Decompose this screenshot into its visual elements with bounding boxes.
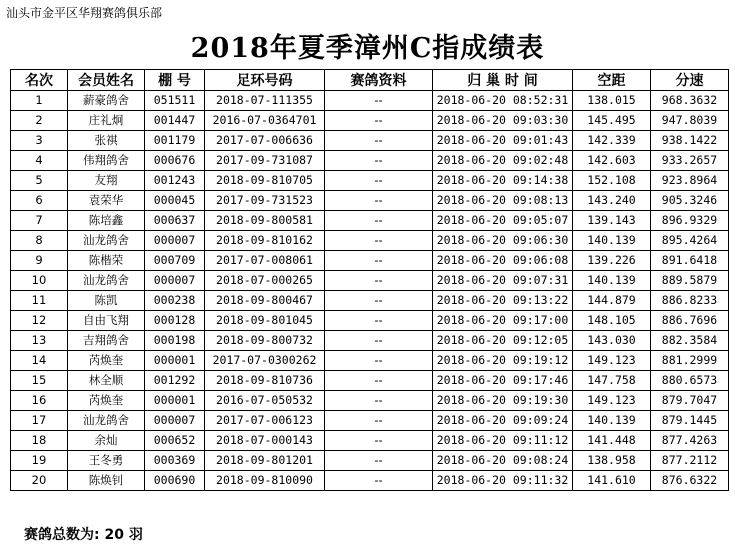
- loft-cell: 000128: [145, 311, 205, 331]
- table-row: [11, 131, 729, 151]
- ring-cell: 2018-07-000143: [205, 431, 325, 451]
- member-cell: 薪豪鸽舍: [68, 91, 145, 111]
- loft-cell: 051511: [145, 91, 205, 111]
- col-header-speed: 分速: [651, 70, 729, 91]
- ring-cell: 2018-09-810162: [205, 231, 325, 251]
- arrival-cell: 2018-06-20 09:08:13: [433, 191, 573, 211]
- arrival-cell: 2018-06-20 09:17:00: [433, 311, 573, 331]
- distance-cell: 142.339: [573, 131, 651, 151]
- member-cell: 张祺: [68, 131, 145, 151]
- arrival-cell: 2018-06-20 09:01:43: [433, 131, 573, 151]
- rank-cell: 19: [11, 451, 68, 471]
- speed-cell: 881.2999: [651, 351, 729, 371]
- arrival-cell: 2018-06-20 09:06:30: [433, 231, 573, 251]
- ring-cell: 2017-07-008061: [205, 251, 325, 271]
- arrival-cell: 2018-06-20 09:08:24: [433, 451, 573, 471]
- speed-cell: 891.6418: [651, 251, 729, 271]
- distance-cell: 152.108: [573, 171, 651, 191]
- member-cell: 吉翔鸽舍: [68, 331, 145, 351]
- info-cell: --: [325, 451, 433, 471]
- table-row: [11, 411, 729, 431]
- speed-cell: 905.3246: [651, 191, 729, 211]
- member-cell: 林全顺: [68, 371, 145, 391]
- loft-cell: 000238: [145, 291, 205, 311]
- table-row: [11, 431, 729, 451]
- info-cell: --: [325, 311, 433, 331]
- distance-cell: 145.495: [573, 111, 651, 131]
- speed-cell: 938.1422: [651, 131, 729, 151]
- table-row: [11, 331, 729, 351]
- member-cell: 陈焕钊: [68, 471, 145, 491]
- rank-cell: 5: [11, 171, 68, 191]
- info-cell: --: [325, 291, 433, 311]
- info-cell: --: [325, 431, 433, 451]
- table-row: [11, 291, 729, 311]
- arrival-cell: 2018-06-20 09:05:07: [433, 211, 573, 231]
- distance-cell: 149.123: [573, 391, 651, 411]
- distance-cell: 139.143: [573, 211, 651, 231]
- rank-cell: 8: [11, 231, 68, 251]
- loft-cell: 000709: [145, 251, 205, 271]
- loft-cell: 001292: [145, 371, 205, 391]
- speed-cell: 968.3632: [651, 91, 729, 111]
- table-row: [11, 471, 729, 491]
- ring-cell: 2017-07-006123: [205, 411, 325, 431]
- member-cell: 余灿: [68, 431, 145, 451]
- ring-cell: 2016-07-050532: [205, 391, 325, 411]
- table-header: [11, 70, 729, 91]
- member-cell: 自由飞翔: [68, 311, 145, 331]
- loft-cell: 001243: [145, 171, 205, 191]
- col-header-loft: 棚 号: [145, 70, 205, 91]
- distance-cell: 147.758: [573, 371, 651, 391]
- arrival-cell: 2018-06-20 09:07:31: [433, 271, 573, 291]
- table-row: [11, 311, 729, 331]
- loft-cell: 000690: [145, 471, 205, 491]
- info-cell: --: [325, 91, 433, 111]
- rank-cell: 14: [11, 351, 68, 371]
- loft-cell: 000652: [145, 431, 205, 451]
- distance-cell: 149.123: [573, 351, 651, 371]
- info-cell: --: [325, 151, 433, 171]
- rank-cell: 20: [11, 471, 68, 491]
- speed-cell: 882.3584: [651, 331, 729, 351]
- table-row: [11, 371, 729, 391]
- loft-cell: 000001: [145, 391, 205, 411]
- rank-cell: 13: [11, 331, 68, 351]
- member-cell: 汕龙鸽舍: [68, 271, 145, 291]
- speed-cell: 876.6322: [651, 471, 729, 491]
- col-header-ring: 足环号码: [205, 70, 325, 91]
- arrival-cell: 2018-06-20 08:52:31: [433, 91, 573, 111]
- loft-cell: 000198: [145, 331, 205, 351]
- page-title: 2018年夏季漳州C指成绩表: [190, 33, 545, 64]
- distance-cell: 139.226: [573, 251, 651, 271]
- distance-cell: 140.139: [573, 231, 651, 251]
- table-row: [11, 251, 729, 271]
- table-row: [11, 191, 729, 211]
- club-name: 汕头市金平区华翔赛鸽俱乐部: [6, 6, 163, 20]
- ring-cell: 2018-09-800732: [205, 331, 325, 351]
- rank-cell: 7: [11, 211, 68, 231]
- col-header-rank: 名次: [11, 70, 68, 91]
- ring-cell: 2017-09-731523: [205, 191, 325, 211]
- loft-cell: 000637: [145, 211, 205, 231]
- loft-cell: 000007: [145, 271, 205, 291]
- total-count: 赛鸽总数为: 20 羽: [24, 527, 143, 543]
- speed-cell: 879.7047: [651, 391, 729, 411]
- rank-cell: 12: [11, 311, 68, 331]
- info-cell: --: [325, 131, 433, 151]
- rank-cell: 3: [11, 131, 68, 151]
- rank-cell: 10: [11, 271, 68, 291]
- member-cell: 芮焕奎: [68, 351, 145, 371]
- ring-cell: 2017-07-006636: [205, 131, 325, 151]
- rank-cell: 17: [11, 411, 68, 431]
- info-cell: --: [325, 371, 433, 391]
- ring-cell: 2018-07-000265: [205, 271, 325, 291]
- ring-cell: 2017-09-731087: [205, 151, 325, 171]
- info-cell: --: [325, 331, 433, 351]
- member-cell: 汕龙鸽舍: [68, 231, 145, 251]
- speed-cell: 877.2112: [651, 451, 729, 471]
- loft-cell: 001179: [145, 131, 205, 151]
- distance-cell: 144.879: [573, 291, 651, 311]
- speed-cell: 879.1445: [651, 411, 729, 431]
- distance-cell: 143.030: [573, 331, 651, 351]
- distance-cell: 148.105: [573, 311, 651, 331]
- speed-cell: 947.8039: [651, 111, 729, 131]
- speed-cell: 895.4264: [651, 231, 729, 251]
- member-cell: 陈楷荣: [68, 251, 145, 271]
- rank-cell: 11: [11, 291, 68, 311]
- info-cell: --: [325, 351, 433, 371]
- member-cell: 袁荣华: [68, 191, 145, 211]
- arrival-cell: 2018-06-20 09:14:38: [433, 171, 573, 191]
- member-cell: 伟翔鸽舍: [68, 151, 145, 171]
- table-row: [11, 111, 729, 131]
- table-row: [11, 211, 729, 231]
- arrival-cell: 2018-06-20 09:11:12: [433, 431, 573, 451]
- rank-cell: 18: [11, 431, 68, 451]
- ring-cell: 2018-09-801045: [205, 311, 325, 331]
- info-cell: --: [325, 111, 433, 131]
- info-cell: --: [325, 231, 433, 251]
- rank-cell: 6: [11, 191, 68, 211]
- col-header-arrival: 归 巢 时 间: [433, 70, 573, 91]
- rank-cell: 1: [11, 91, 68, 111]
- ring-cell: 2018-09-810705: [205, 171, 325, 191]
- arrival-cell: 2018-06-20 09:12:05: [433, 331, 573, 351]
- rank-cell: 2: [11, 111, 68, 131]
- distance-cell: 138.958: [573, 451, 651, 471]
- col-header-member: 会员姓名: [68, 70, 145, 91]
- table-row: [11, 171, 729, 191]
- distance-cell: 141.610: [573, 471, 651, 491]
- loft-cell: 000007: [145, 411, 205, 431]
- loft-cell: 000001: [145, 351, 205, 371]
- member-cell: 汕龙鸽舍: [68, 411, 145, 431]
- loft-cell: 000369: [145, 451, 205, 471]
- loft-cell: 000007: [145, 231, 205, 251]
- info-cell: --: [325, 191, 433, 211]
- rank-cell: 16: [11, 391, 68, 411]
- ring-cell: 2018-07-111355: [205, 91, 325, 111]
- arrival-cell: 2018-06-20 09:19:12: [433, 351, 573, 371]
- arrival-cell: 2018-06-20 09:02:48: [433, 151, 573, 171]
- ring-cell: 2018-09-810736: [205, 371, 325, 391]
- speed-cell: 886.8233: [651, 291, 729, 311]
- speed-cell: 886.7696: [651, 311, 729, 331]
- rank-cell: 4: [11, 151, 68, 171]
- speed-cell: 877.4263: [651, 431, 729, 451]
- table-body: [11, 91, 729, 491]
- distance-cell: 141.448: [573, 431, 651, 451]
- col-header-info: 赛鸽资料: [325, 70, 433, 91]
- rank-cell: 15: [11, 371, 68, 391]
- info-cell: --: [325, 211, 433, 231]
- rank-cell: 9: [11, 251, 68, 271]
- arrival-cell: 2018-06-20 09:19:30: [433, 391, 573, 411]
- member-cell: 芮焕奎: [68, 391, 145, 411]
- speed-cell: 896.9329: [651, 211, 729, 231]
- ring-cell: 2018-09-800581: [205, 211, 325, 231]
- arrival-cell: 2018-06-20 09:09:24: [433, 411, 573, 431]
- arrival-cell: 2018-06-20 09:13:22: [433, 291, 573, 311]
- distance-cell: 142.603: [573, 151, 651, 171]
- speed-cell: 923.8964: [651, 171, 729, 191]
- loft-cell: 001447: [145, 111, 205, 131]
- speed-cell: 889.5879: [651, 271, 729, 291]
- table-row: [11, 451, 729, 471]
- table-row: [11, 231, 729, 251]
- table-row: [11, 391, 729, 411]
- arrival-cell: 2018-06-20 09:11:32: [433, 471, 573, 491]
- ring-cell: 2018-09-810090: [205, 471, 325, 491]
- table-row: [11, 91, 729, 111]
- arrival-cell: 2018-06-20 09:17:46: [433, 371, 573, 391]
- info-cell: --: [325, 251, 433, 271]
- info-cell: --: [325, 171, 433, 191]
- table-row: [11, 351, 729, 371]
- member-cell: 陈培鑫: [68, 211, 145, 231]
- col-header-distance: 空距: [573, 70, 651, 91]
- arrival-cell: 2018-06-20 09:03:30: [433, 111, 573, 131]
- distance-cell: 138.015: [573, 91, 651, 111]
- distance-cell: 140.139: [573, 271, 651, 291]
- member-cell: 庄礼炯: [68, 111, 145, 131]
- info-cell: --: [325, 471, 433, 491]
- loft-cell: 000045: [145, 191, 205, 211]
- loft-cell: 000676: [145, 151, 205, 171]
- arrival-cell: 2018-06-20 09:06:08: [433, 251, 573, 271]
- member-cell: 陈凯: [68, 291, 145, 311]
- ring-cell: 2018-09-800467: [205, 291, 325, 311]
- ring-cell: 2018-09-801201: [205, 451, 325, 471]
- info-cell: --: [325, 411, 433, 431]
- ring-cell: 2017-07-0300262: [205, 351, 325, 371]
- results-table: [10, 69, 729, 491]
- member-cell: 友翔: [68, 171, 145, 191]
- table-row: [11, 271, 729, 291]
- member-cell: 王冬勇: [68, 451, 145, 471]
- info-cell: --: [325, 391, 433, 411]
- speed-cell: 933.2657: [651, 151, 729, 171]
- table-row: [11, 151, 729, 171]
- distance-cell: 143.240: [573, 191, 651, 211]
- info-cell: --: [325, 271, 433, 291]
- speed-cell: 880.6573: [651, 371, 729, 391]
- header-row: [11, 70, 729, 91]
- ring-cell: 2016-07-0364701: [205, 111, 325, 131]
- distance-cell: 140.139: [573, 411, 651, 431]
